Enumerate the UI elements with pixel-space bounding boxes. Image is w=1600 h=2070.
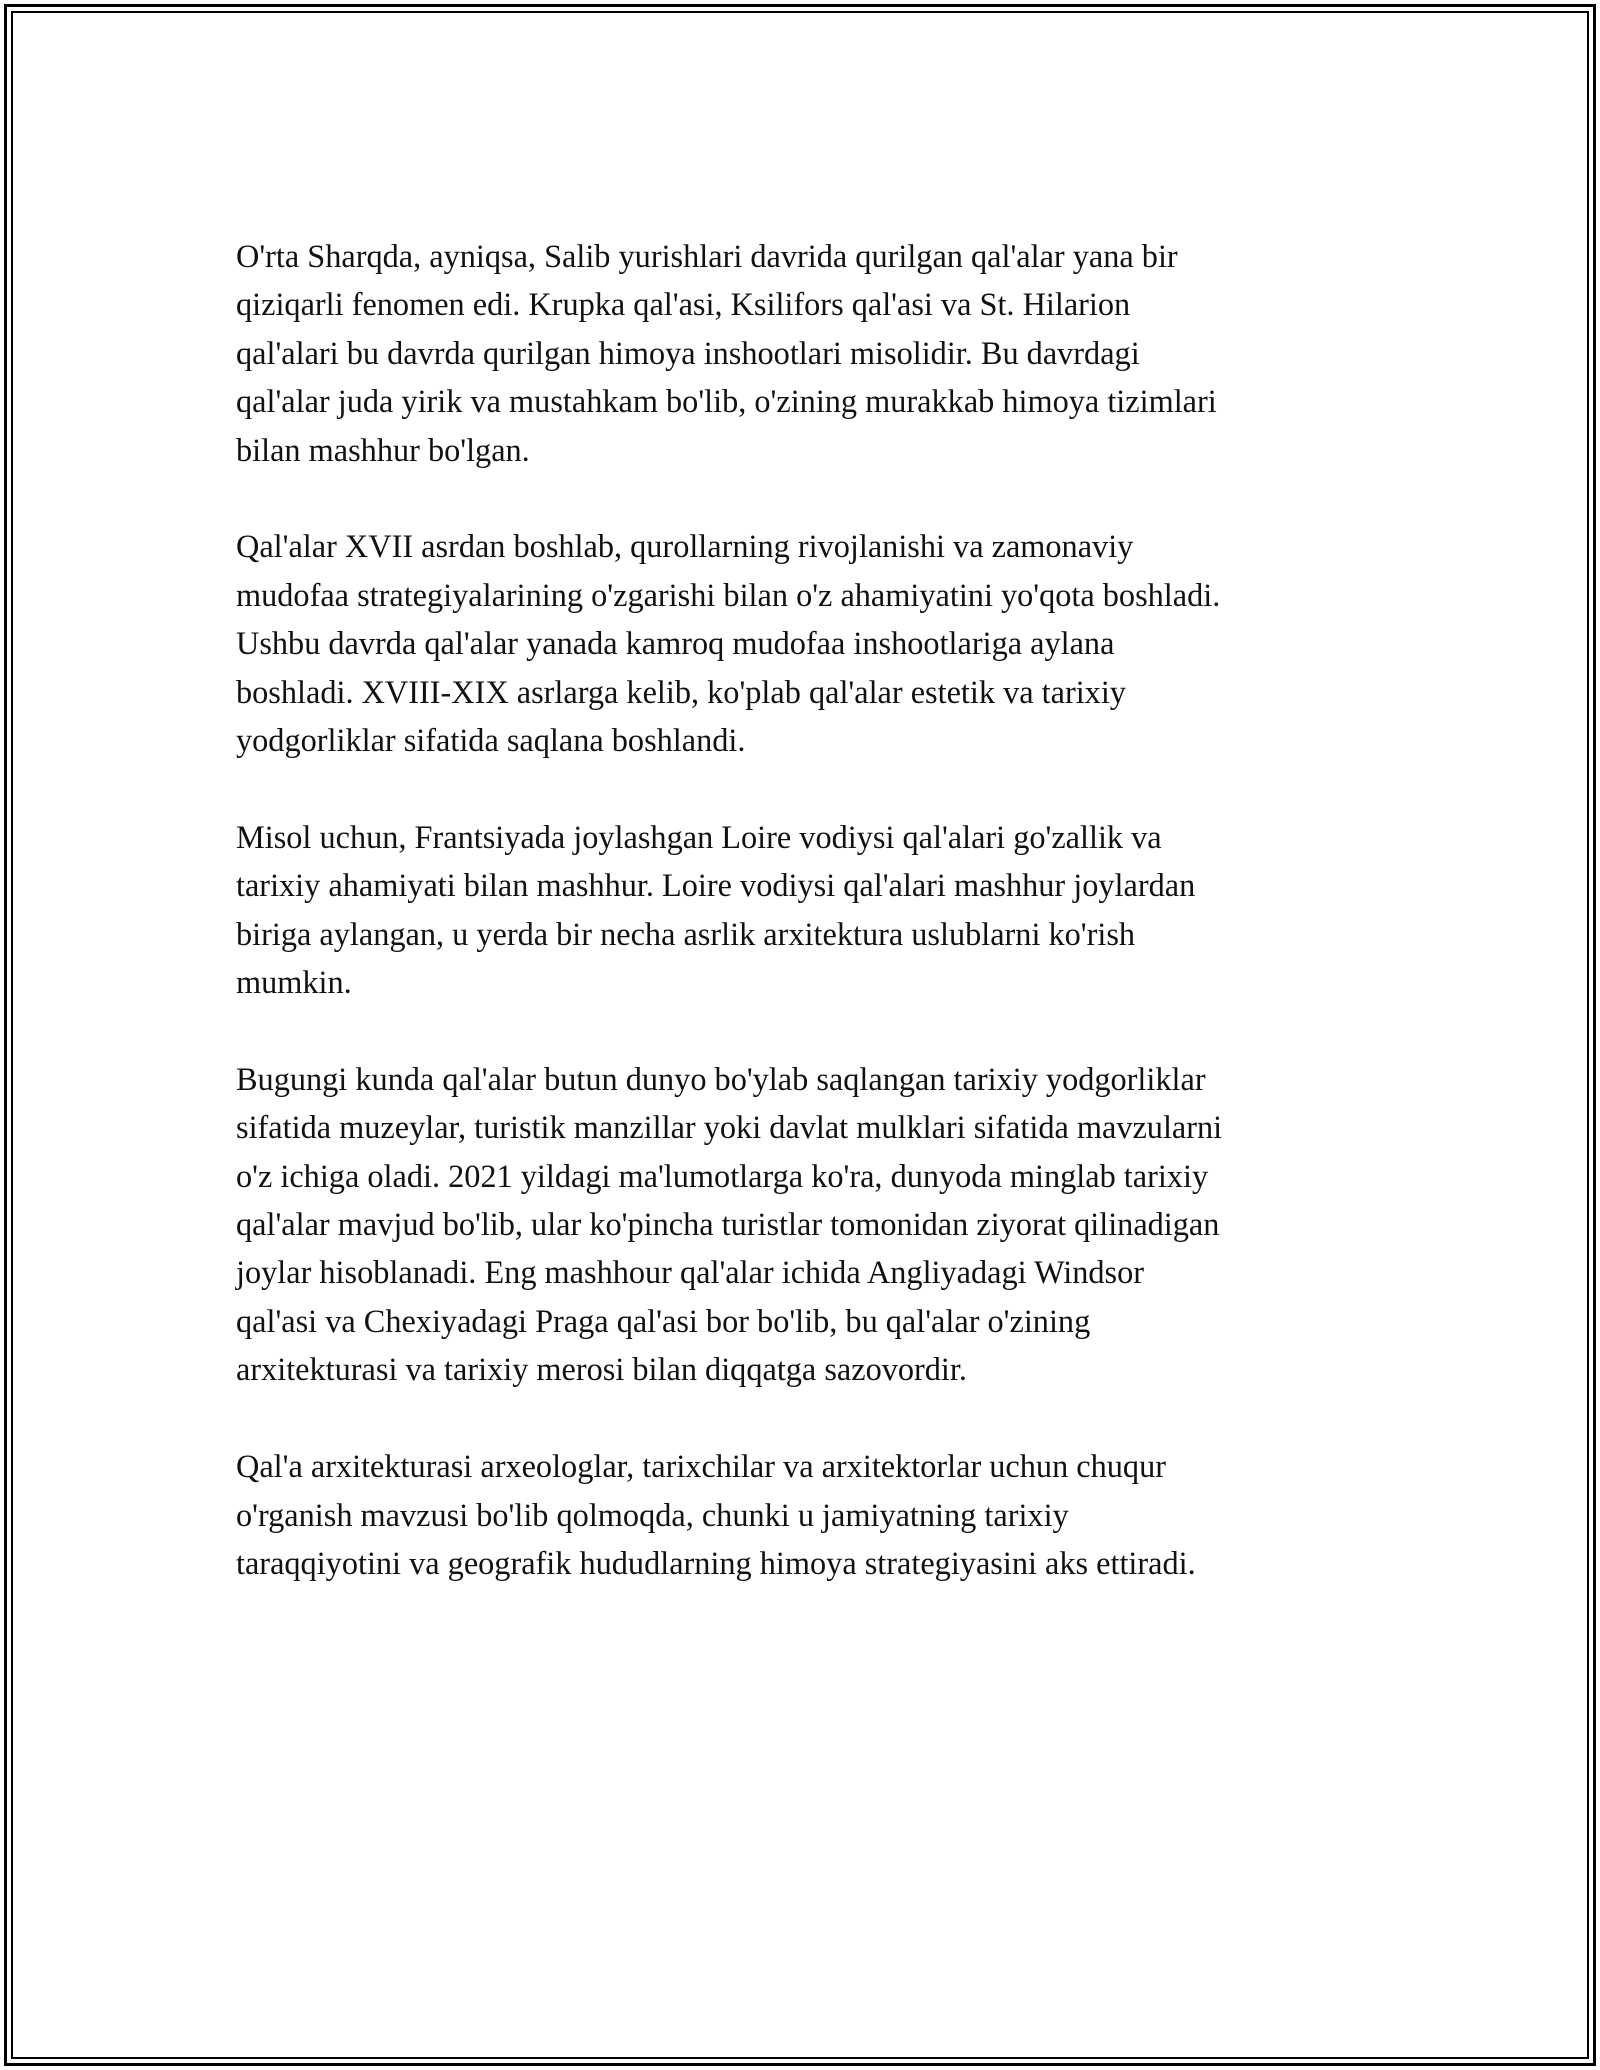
paragraph-2: Qal'alar XVII asrdan boshlab, qurollarning rivojlanishi va zamonaviy mudofaa strategiyalarining o'zgarishi bilan o'z ahamiyatini yo'qota boshladi. Ushbu davrda qal'alar yanada kamroq mudofaa inshootlariga aylana boshladi. XVIII-XIX asrlarga kelib, ko'plab qal'alar estetik va tarixiy yodgorliklar sifatida saqlana boshlandi. (236, 528, 1221, 759)
document-body (236, 232, 1366, 1587)
paragraph-4: Bugungi kunda qal'alar butun dunyo bo'ylab saqlangan tarixiy yodgorliklar sifatida muzeylar, turistik manzillar yoki davlat mulklari sifatida mavzularni o'z ichiga oladi. 2021 yildagi ma'lumotlarga ko'ra, dunyoda minglab tarixiy qal'alar mavjud bo'lib, ular ko'pincha turistlar tomonidan ziyorat qilinadigan joylar hisoblanadi. Eng mashhour qal'alar ichida Angliyadagi Windsor qal'asi va Chexiyadagi Praga qal'asi bor bo'lib, bu qal'alar o'zining arxitekturasi va tarixiy merosi bilan diqqatga sazovordir. (236, 1060, 1223, 1388)
paragraph-1: O'rta Sharqda, ayniqsa, Salib yurishlari davrida qurilgan qal'alar yana bir qiziqarli fenomen edi. Krupka qal'asi, Ksilifors qal'asi va St. Hilarion qal'alari bu davrda qurilgan himoya inshootlari misolidir. Bu davrdagi qal'alar juda yirik va mustahkam bo'lib, o'zining murakkab himoya tizimlari bilan mashhur bo'lgan. (236, 238, 1217, 468)
paragraph-5: Qal'a arxitekturasi arxeologlar, tarixchilar va arxitektorlar uchun chuqur o'rganish mavzusi bo'lib qolmoqda, chunki u jamiyatning tarixiy taraqqiyotini va geografik hududlarning himoya strategiyasini aks ettiradi. (236, 1448, 1196, 1581)
paragraph-3: Misol uchun, Frantsiyada joylashgan Loire vodiysi qal'alari go'zallik va tarixiy ahamiyati bilan mashhur. Loire vodiysi qal'alari mashhur joylardan biriga aylangan, u yerda bir necha asrlik arxitektura uslublarni ko'rish mumkin. (236, 818, 1196, 1001)
